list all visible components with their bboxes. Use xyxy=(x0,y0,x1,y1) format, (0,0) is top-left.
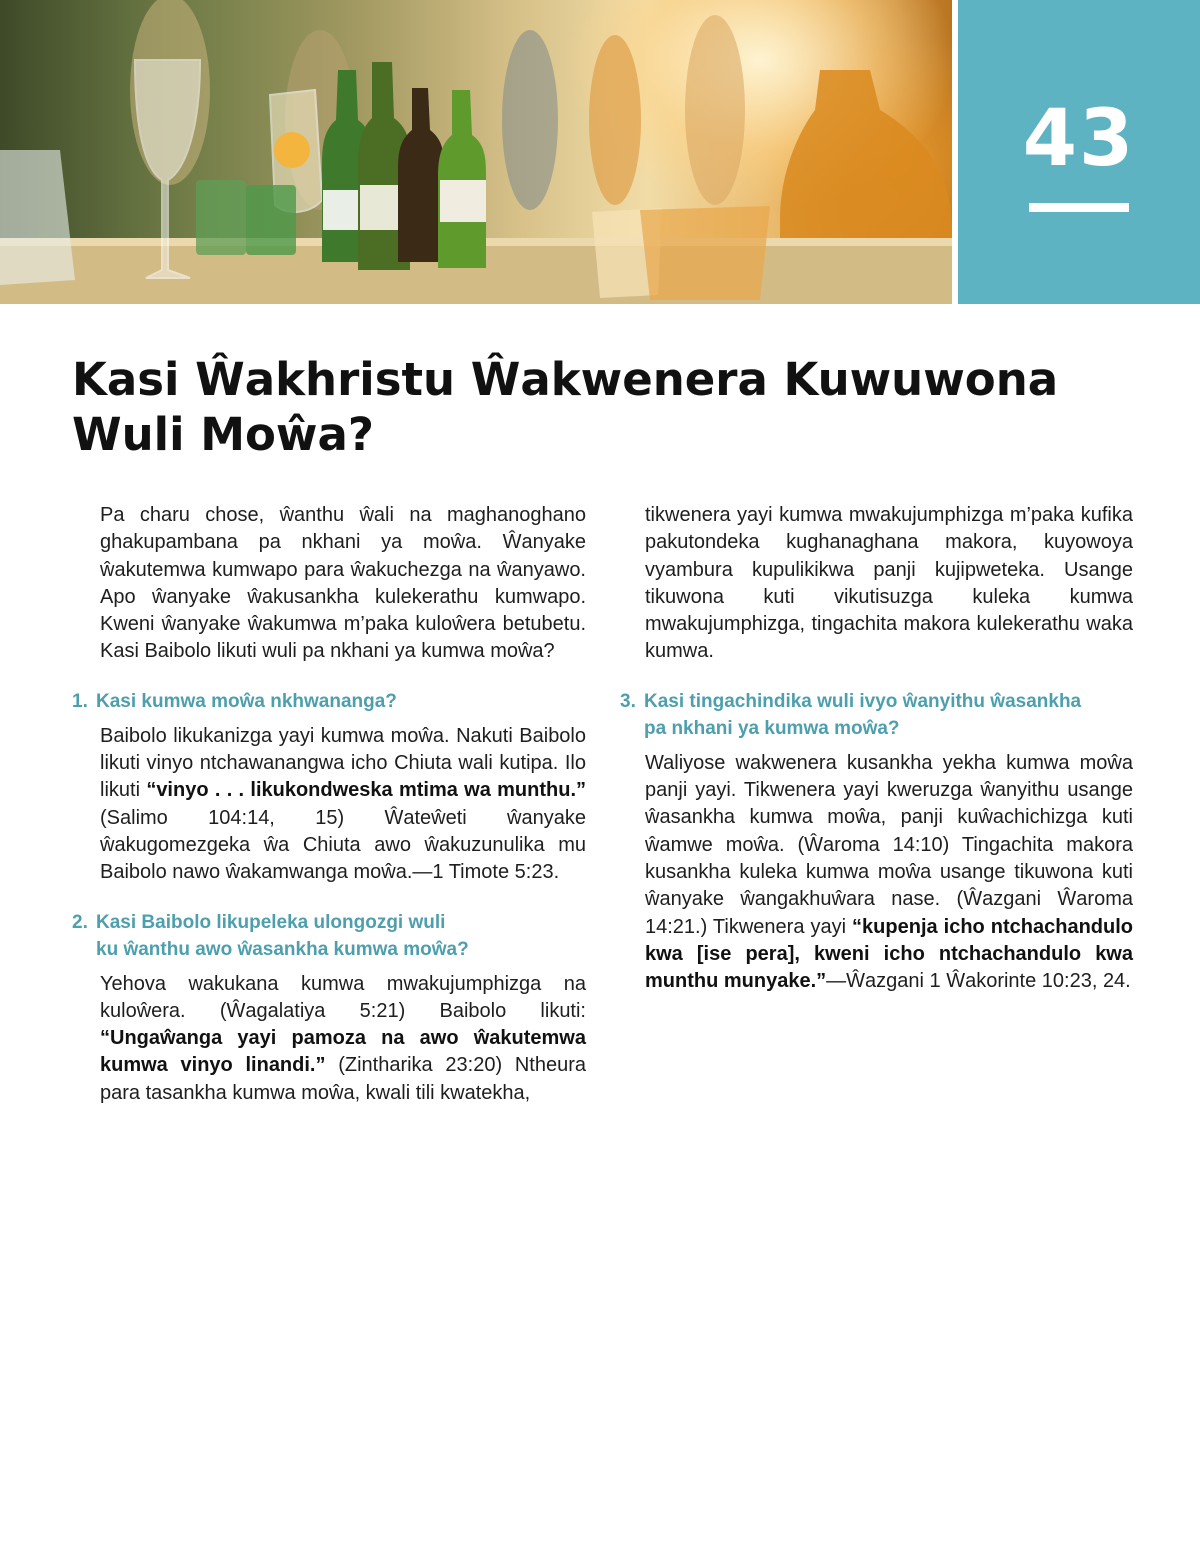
page-title xyxy=(72,352,1072,462)
scripture-quote: “kupenja icho ntchachandulo kwa [ise pera], kweni icho ntchachandulo kwa munthu munyake.” xyxy=(645,915,1134,993)
title-line-1: Kasi Ŵakhristu Ŵakwenera Kuwuwona xyxy=(72,353,1059,406)
paragraph-text: (Zintharika 23:20) Ntheura para tasankha kumwa moŵa, kwali tili kwatekha, xyxy=(100,1054,586,1104)
intro-paragraph: Pa charu chose, ŵanthu ŵali na maghanoghano ghakupambana pa nkhani ya moŵa. Ŵanyake ŵakutemwa kumwapo para ŵakuchezga na ŵanyawo. Apo ŵanyake ŵakusankha kulekerathu kumwapo. Kweni ŵanyake ŵakumwa m’paka kuloŵera betubetu. Kasi Baibolo likuti wuli pa nkhani ya kumwa moŵa? xyxy=(100,504,586,663)
paragraph-text: —Ŵazgani 1 Ŵakorinte 10:23, 24. xyxy=(826,970,1131,993)
section-3-paragraph xyxy=(620,750,1133,996)
left-column xyxy=(72,502,586,1121)
section-number: 3. xyxy=(620,690,636,712)
section-number: 2. xyxy=(72,911,88,933)
section-heading-line1: Kasi Baibolo likupeleka ulongozgi wuli xyxy=(96,911,446,933)
paragraph-text: Baibolo likukanizga yayi kumwa moŵa. Nakuti Baibolo likuti vinyo ntchawanangwa icho Chiuta wali kutipa. Ilo likuti xyxy=(100,724,586,802)
lesson-number-block xyxy=(958,0,1200,304)
section-number: 1. xyxy=(72,690,88,712)
section-heading-line2: ku ŵanthu awo ŵasankha kumwa moŵa? xyxy=(96,938,469,960)
right-column xyxy=(620,502,1133,1009)
section-heading-line1: Kasi kumwa moŵa nkhwananga? xyxy=(96,690,397,712)
section-2-heading xyxy=(72,909,586,963)
paragraph-text: Waliyose wakwenera kusankha yekha kumwa moŵa panji yayi. Tikwenera yayi kweruzga ŵanyithu usange ŵasankha kumwa moŵa, panji kuŵachichizga kuti ŵamwe moŵa. (Ŵaroma 14:10) Tingachita makora kusankha kuleka kumwa moŵa usange tikuwona kuti ŵanyake ŵangakhuŵara nase. (Ŵazgani Ŵaroma 14:21.) Tikwenera yayi xyxy=(645,751,1133,938)
section-3-heading xyxy=(620,688,1133,742)
header-photo xyxy=(0,0,952,304)
lesson-number: 43 xyxy=(1022,94,1136,184)
title-line-2: Wuli Moŵa? xyxy=(72,408,374,461)
lesson-number-underline xyxy=(1029,203,1129,212)
section-2-paragraph-continued: tikwenera yayi kumwa mwakujumphizga m’paka kufika pakutondeka kughanaghana makora, kuyowoya vyambura kupulikikwa panji kujipweteka. Usange tikuwona kuti vikutisuzga kuleka kumwa mwakujumphizga, tingachita makora kulekerathu waka kumwa. xyxy=(645,504,1133,663)
section-1-paragraph xyxy=(72,723,586,887)
section-heading-line2: pa nkhani ya kumwa moŵa? xyxy=(644,717,900,739)
scripture-quote: “vinyo . . . likukondweska mtima wa munthu.” xyxy=(146,779,586,802)
scripture-quote: “Ungaŵanga yayi pamoza na awo ŵakutemwa kumwa vinyo linandi.” xyxy=(100,1027,586,1077)
section-heading-line1: Kasi tingachindika wuli ivyo ŵanyithu ŵasankha xyxy=(644,690,1082,712)
section-2-paragraph xyxy=(72,971,586,1107)
paragraph-text: (Salimo 104:14, 15) Ŵateŵeti ŵanyake ŵakugomezgeka ŵa Chiuta awo ŵakuzunulika mu Baibolo nawo ŵakamwanga moŵa.—1 Timote 5:23. xyxy=(100,806,586,884)
section-1-heading xyxy=(72,688,586,715)
party-drinks-illustration xyxy=(0,0,952,304)
paragraph-text: Yehova wakukana kumwa mwakujumphizga na kuloŵera. (Ŵagalatiya 5:21) Baibolo likuti: xyxy=(100,972,586,1022)
